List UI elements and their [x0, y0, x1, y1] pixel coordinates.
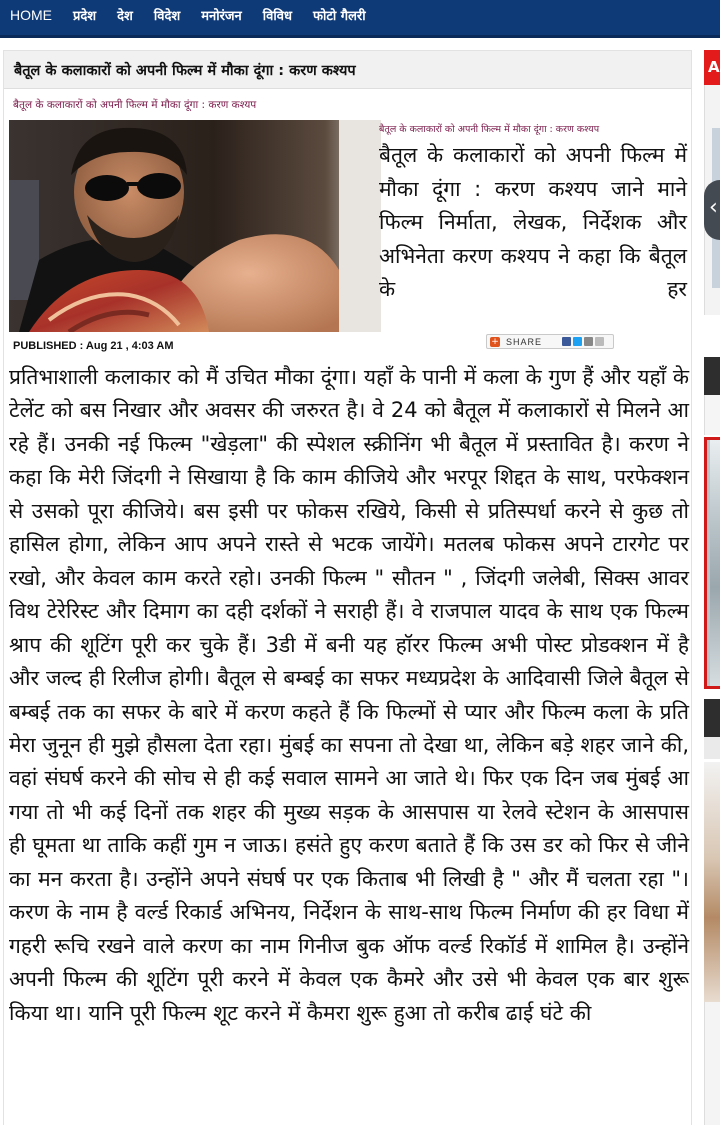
- sidebar-strip: [704, 737, 720, 759]
- more-icon[interactable]: [595, 337, 604, 346]
- share-button[interactable]: [486, 334, 614, 349]
- article-body: प्रतिभाशाली कलाकार को मैं उचित मौका दूंगा। यहाँ के पानी में कला के गुण हैं और यहाँ के टेलेंट को बस निखार और अवसर की जरुरत है। वे 24 को बैतूल में कलाकारों से मिलने आ रहे हैं। उनकी नई फिल्म "खेड़ला" की स्पेशल स्क्रीनिंग भी बैतूल में प्रस्तावित है। करण ने कहा कि मेरी जिंदगी ने सिखाया है कि काम कीजिये और भरपूर शिद्दत के साथ, परफेक्शन से उसको पूरा कीजिये। बस इसी पर फोकस रखिये, किसी से प्रतिस्पर्धा करने से कुछ तो हासिल होगा, लेकिन आप अपने रास्ते से भटक जायेंगे। मतलब फोकस अपने टारगेट पर रखो, और केवल काम करते रहो। उनकी फिल्म " सौतन " , जिंदगी जलेबी, सिक्स आवर विथ टेरेरिस्ट और दिमाग का दही दर्शकों ने सराही हैं। वे राजपाल यादव के साथ एक फिल्म श्राप की शूटिंग पूरी कर चुके हैं। 3डी में बनी यह हॉरर फिल्म अभी पोस्ट प्रोडक्शन में है और जल्द ही रिलीज होगी। बैतूल से बम्बई का सफर मध्यप्रदेश के आदिवासी जिले बैतूल से बम्बई तक का सफर के बारे में करण कहते हैं कि फिल्मों से प्यार और फिल्म कला के प्रति मेरा जुनून ही मुझे हौसला देता रहा। मुंबई का सपना तो देखा था, लेकिन बड़े शहर जाने की, वहां संघर्ष करने की सोच से ही कई सवाल सामने आ जाते थे। फिर एक दिन जब मुंबई आ गया तो भी कई दिनों तक शहर की मुख्य सड़क के आसपास या रेलवे स्टेशन के आसपास ही घूमता था ताकि कहीं गुम न जाऊ। हसंते हुए करण बताते हैं कि उस डर को फिर से जीने का मन करता है। उन्होंने अपने संघर्ष पर एक किताब भी लिखी है " और मैं चलता रहा "। करण के नाम है वर्ल्ड रिकार्ड अभिनय, निर्देशन के साथ-साथ फिल्म निर्माण की हर विधा में गहरी रूचि रखने वाले करण का नाम गिनीज बुक ऑफ वर्ल्ड रिकॉर्ड में शामिल है। उन्होंने अपनी फिल्म की शूटिंग पूरी करने में केवल एक कैमरे और उसे भी केवल एक बार शुरू किया था। यानि पूरी फिल्म शूट करने में कैमरा शुरू हुआ तो करीब ढाई घंटे की: [9, 365, 689, 1025]
- sidebar-header-badge: [704, 50, 720, 85]
- nav-item-videsh[interactable]: विदेश: [153, 9, 181, 24]
- sidebar-section-header: [704, 357, 720, 395]
- email-icon[interactable]: [584, 337, 593, 346]
- article-headline: बैतूल के कलाकारों को अपनी फिल्म में मौका दूंगा : करण कश्यप: [14, 62, 356, 79]
- article-sub-caption: बैतूल के कलाकारों को अपनी फिल्म में मौका दूंगा : करण कश्यप: [13, 99, 257, 111]
- nav-items: [0, 0, 720, 30]
- slider-prev-button[interactable]: [704, 180, 720, 240]
- nav-item-pradesh[interactable]: प्रदेश: [73, 9, 97, 24]
- nav-item-photo-gallery[interactable]: फोटो गैलरी: [312, 9, 366, 24]
- sidebar-badge-text: A: [708, 58, 720, 76]
- image-caption: बैतूल के कलाकारों को अपनी फिल्म में मौका दूंगा : करण कश्यप: [379, 124, 600, 135]
- article-card: [3, 50, 692, 1125]
- plus-icon: +: [491, 336, 499, 347]
- published-date: PUBLISHED : Aug 21 , 4:03 AM: [13, 340, 174, 352]
- headline-bar: [4, 51, 691, 89]
- nav-item-desh[interactable]: देश: [117, 9, 133, 24]
- sidebar-ad-box[interactable]: [704, 437, 720, 689]
- facebook-icon[interactable]: [562, 337, 571, 346]
- sidebar-panel-bottom: [704, 1002, 720, 1125]
- sidebar-ad-image: [710, 440, 720, 686]
- portrait-illustration: [9, 120, 381, 332]
- sidebar-panel: [704, 395, 720, 435]
- article-photo: [9, 120, 381, 332]
- share-label: SHARE: [506, 336, 543, 347]
- nav-item-vividh[interactable]: विविध: [262, 9, 292, 24]
- top-nav: [0, 0, 720, 38]
- nav-item-home[interactable]: HOME: [10, 7, 52, 23]
- article-intro: बैतूल के कलाकारों को अपनी फिल्म में मौका दूंगा : करण कश्यप जाने माने फिल्म निर्माता, लेखक, निर्देशक और अभिनेता करण कश्यप ने कहा कि बैतूल के हर: [379, 143, 687, 301]
- nav-item-manoranjan[interactable]: मनोरंजन: [201, 9, 242, 24]
- sidebar-photo[interactable]: [704, 762, 720, 1002]
- twitter-icon[interactable]: [573, 337, 582, 346]
- sidebar-section-header-2: [704, 699, 720, 737]
- chevron-left-icon: ‹: [709, 195, 718, 220]
